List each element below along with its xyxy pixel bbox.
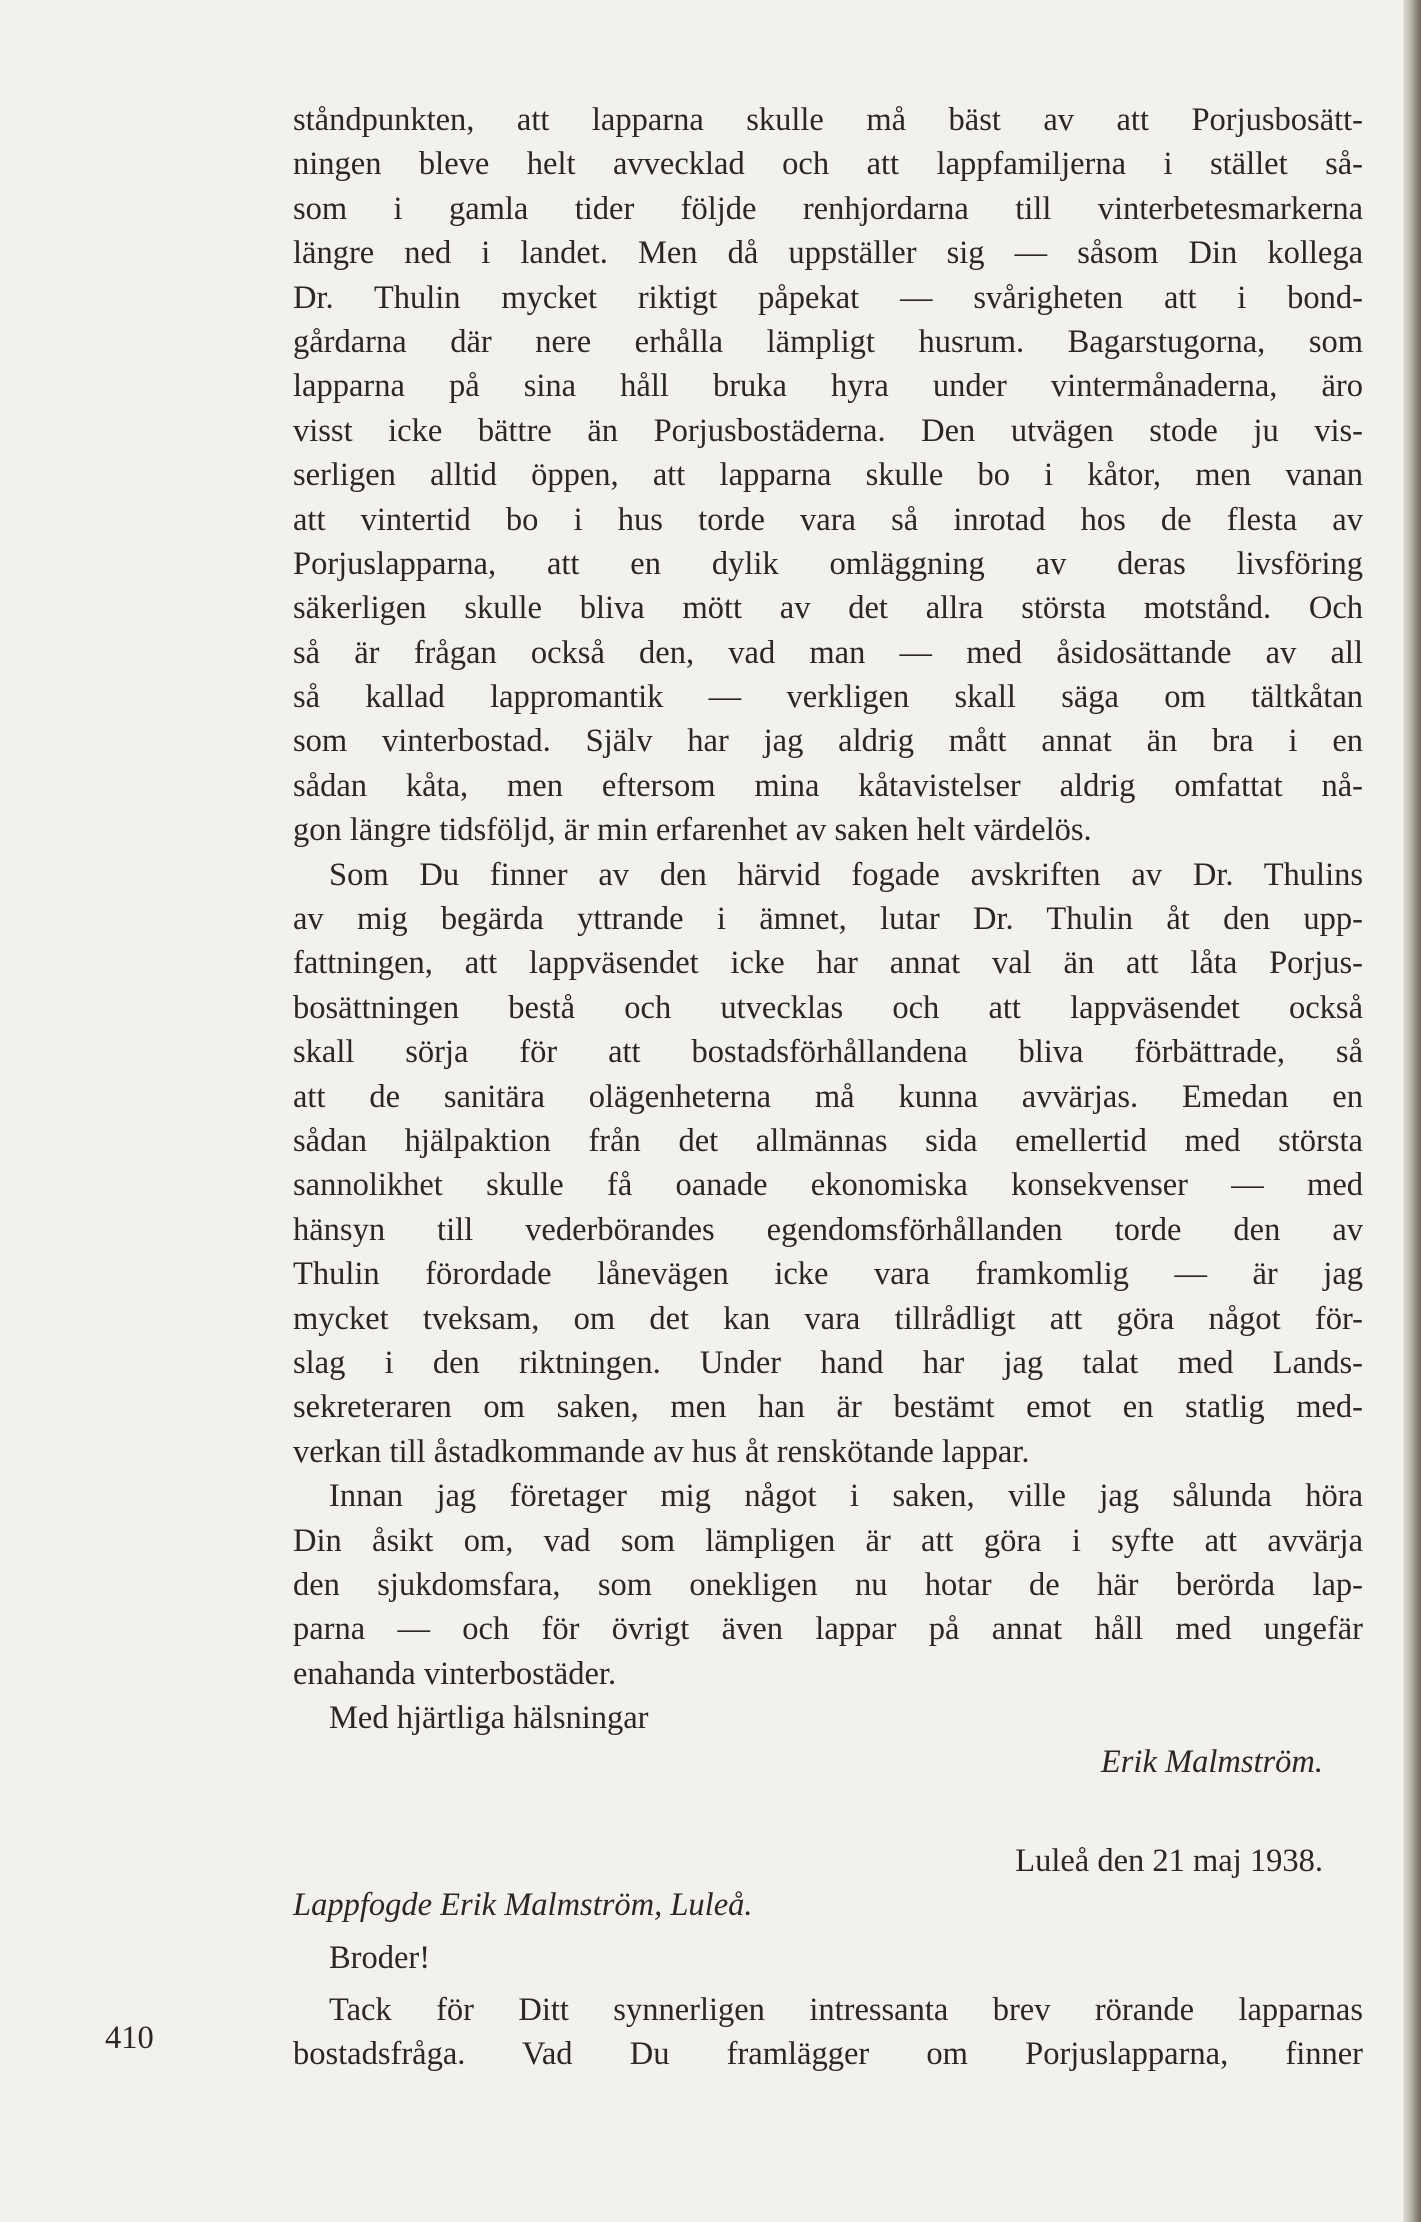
text-line: ståndpunkten, att lapparna skulle må bäst av att Porjusbosätt- (293, 102, 1363, 138)
text-line: gårdarna där nere erhålla lämpligt husrum. Bagarstugorna, som (293, 323, 1363, 360)
text-line: Innan jag företager mig något i saken, ville jag sålunda höra (329, 1478, 1363, 1515)
text-line: enahanda vinterbostäder. (293, 1655, 617, 1692)
letter-date: Luleå den 21 maj 1938. (1015, 1842, 1323, 1879)
text-line: som vinterbostad. Själv har jag aldrig mått annat än bra i en (293, 723, 1363, 760)
text-line: Tack för Ditt synnerligen intressanta brev rörande lapparnas (329, 1992, 1363, 2029)
salutation: Broder! (329, 1939, 431, 1976)
spacer (293, 1928, 1363, 1936)
text-line: så är frågan också den, vad man — med åsidosättande av all (293, 634, 1363, 671)
text-line: sannolikhet skulle få oanade ekonomiska konsekvenser — med (293, 1167, 1363, 1204)
page-body (293, 98, 1363, 2077)
spacer (293, 1785, 1363, 1812)
text-line: att vintertid bo i hus torde vara så inrotad hos de flesta av (293, 501, 1363, 538)
text-line: sekreteraren om saken, men han är bestämt emot en statlig med- (293, 1389, 1363, 1426)
text-line: mycket tveksam, om det kan vara tillrådligt att göra något för- (293, 1300, 1363, 1337)
addressee: Lappfogde Erik Malmström, Luleå. (293, 1887, 753, 1924)
text-line: skall sörja för att bostadsförhållandena bliva förbättrade, så (293, 1034, 1363, 1071)
text-line: Thulin förordade lånevägen icke vara framkomlig — är jag (293, 1256, 1363, 1293)
text-line: så kallad lappromantik — verkligen skall säga om tältkåtan (293, 679, 1363, 716)
text-line: av mig begärda yttrande i ämnet, lutar Dr. Thulin åt den upp- (293, 901, 1363, 938)
text-line: säkerligen skulle bliva mött av det allra största motstånd. Och (293, 590, 1363, 627)
text-line: serligen alltid öppen, att lapparna skulle bo i kåtor, men vanan (293, 457, 1363, 494)
text-line: fattningen, att lappväsendet icke har annat val än att låta Porjus- (293, 945, 1363, 982)
text-line: längre ned i landet. Men då uppställer sig — såsom Din kollega (293, 235, 1363, 272)
text-line: slag i den riktningen. Under hand har jag talat med Lands- (293, 1344, 1363, 1381)
text-line: gon längre tidsföljd, är min erfarenhet av saken helt värdelös. (293, 812, 1092, 849)
text-line: Porjuslapparna, att en dylik omläggning av deras livsföring (293, 545, 1363, 582)
text-line: visst icke bättre än Porjusbostäderna. Den utvägen stode ju vis- (293, 412, 1363, 449)
spacer (293, 1980, 1363, 1988)
text-line: Din åsikt om, vad som lämpligen är att göra i syfte att avvärja (293, 1522, 1363, 1559)
text-line: Dr. Thulin mycket riktigt påpekat — svårigheten att i bond- (293, 279, 1363, 316)
text-line: som i gamla tider följde renhjordarna till vinterbetesmarkerna (293, 190, 1363, 227)
text-line: verkan till åstadkommande av hus åt renskötande lappar. (293, 1433, 1030, 1470)
text-line: sådan hjälpaktion från det allmännas sida emellertid med största (293, 1122, 1363, 1159)
signature: Erik Malmström. (1100, 1744, 1323, 1781)
text-line: parna — och för övrigt även lappar på annat håll med ungefär (293, 1611, 1363, 1648)
spacer (293, 1812, 1363, 1839)
text-line: bosättningen bestå och utvecklas och att lappväsendet också (293, 989, 1363, 1026)
text-line: den sjukdomsfara, som onekligen nu hotar de här berörda lap- (293, 1566, 1363, 1603)
text-line: hänsyn till vederbörandes egendomsförhållanden torde den av (293, 1211, 1363, 1248)
text-line: att de sanitära olägenheterna må kunna avvärjas. Emedan en (293, 1078, 1363, 1115)
page-number: 410 (105, 2020, 154, 2056)
text-line: lapparna på sina håll bruka hyra under vintermånaderna, äro (293, 368, 1363, 405)
text-line: bostadsfråga. Vad Du framlägger om Porjuslapparna, finner (293, 2036, 1363, 2073)
page-edge-shadow (1403, 0, 1421, 2222)
text-line: ningen bleve helt avvecklad och att lappfamiljerna i stället så- (293, 146, 1363, 183)
text-line: sådan kåta, men eftersom mina kåtavistelser aldrig omfattat nå- (293, 767, 1363, 804)
text-line: Som Du finner av den härvid fogade avskriften av Dr. Thulins (329, 856, 1363, 893)
closing-line: Med hjärtliga hälsningar (329, 1700, 649, 1737)
